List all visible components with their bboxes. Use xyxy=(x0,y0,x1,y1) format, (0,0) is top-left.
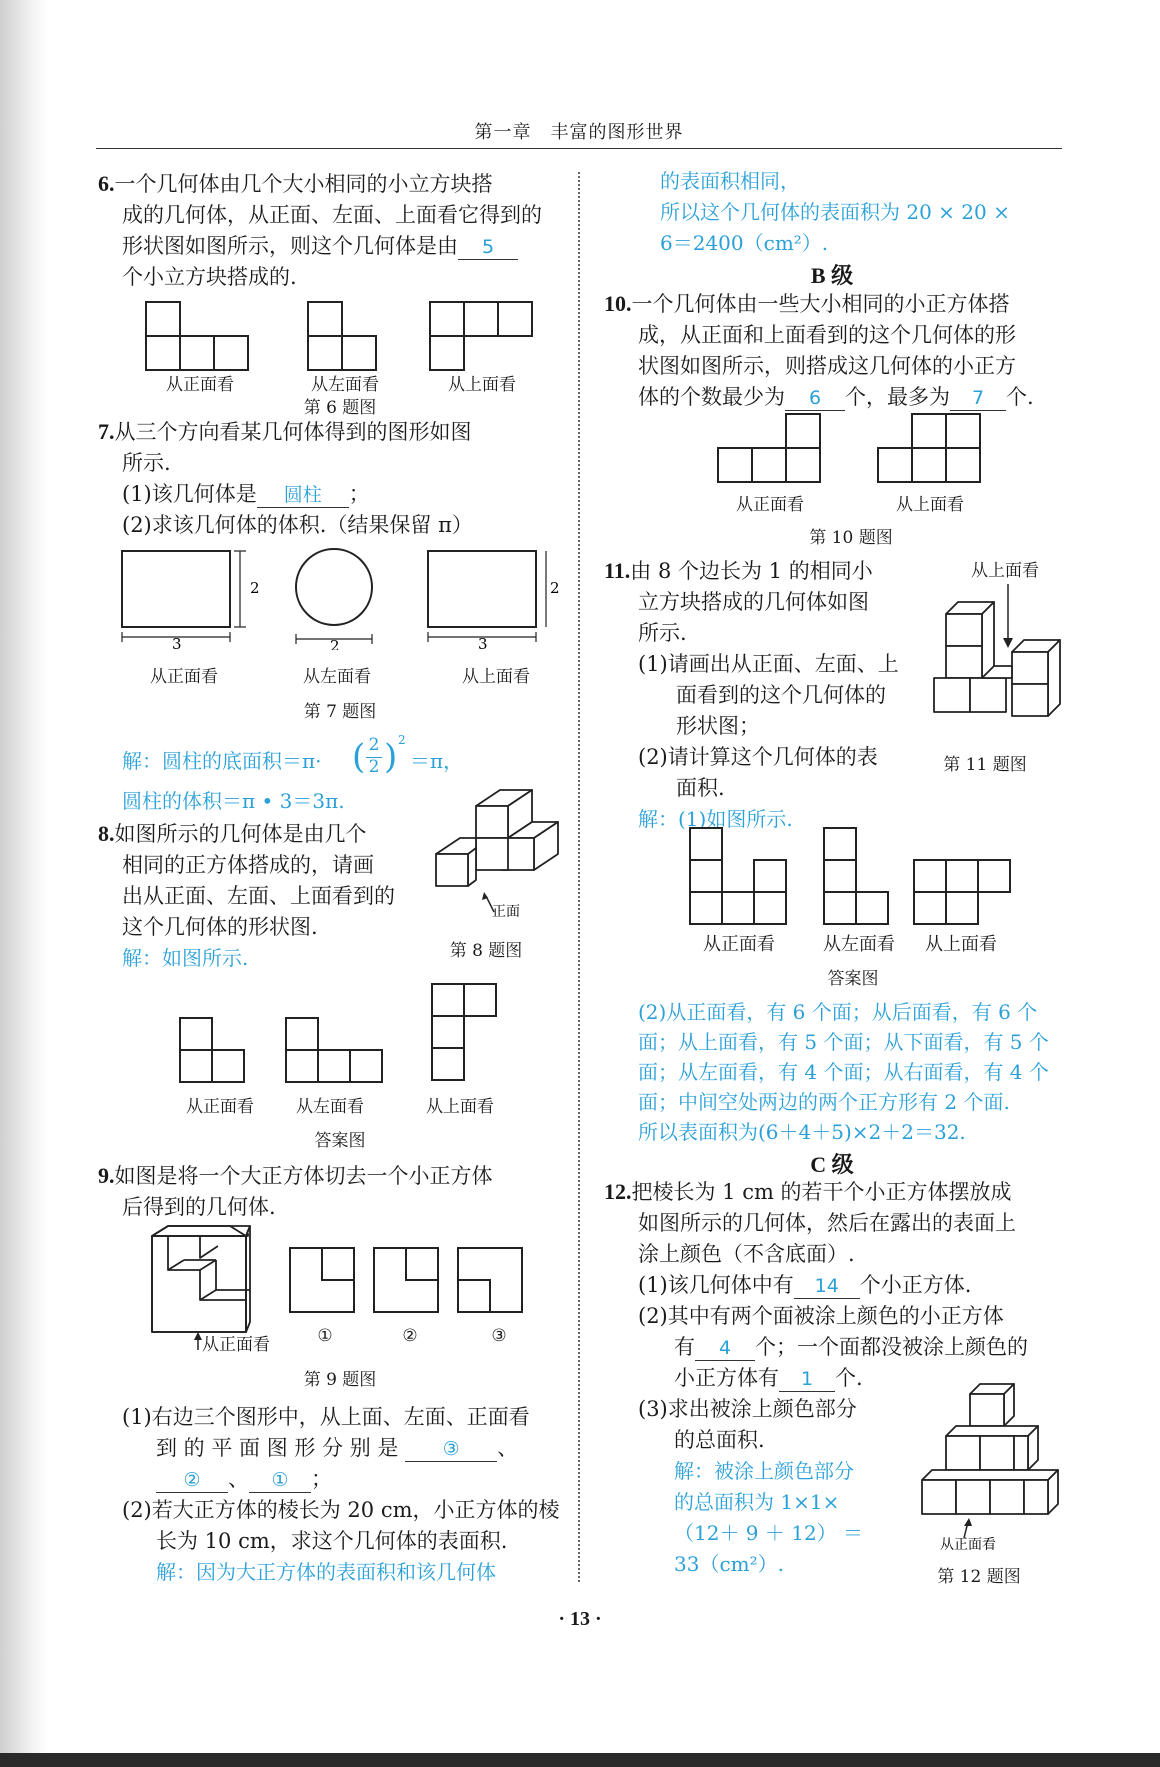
bottom-bar xyxy=(0,1753,1160,1767)
q12-part1: (1)该几何体中有 xyxy=(638,1273,794,1297)
q7-dim-height-top: 2 xyxy=(550,579,560,597)
q12-sol-3: （12＋ 9 ＋ 12） ＝ xyxy=(674,1521,864,1545)
q7-view-left: 从左面看 xyxy=(303,667,371,687)
page-edge-shadow xyxy=(0,0,48,1767)
q11-solution-2 xyxy=(638,997,1049,1147)
q9-caption: 第 9 题图 xyxy=(303,1370,377,1390)
q11-part1-a: (1)请画出从正面、左面、上 xyxy=(638,652,899,676)
q12-text-1: 把棱长为 1 cm 的若干个小正方体摆放成 xyxy=(631,1180,1012,1204)
q7-caption: 第 7 题图 xyxy=(303,702,377,722)
q9-solution-continued xyxy=(660,166,1010,259)
q11-answer-view-left: 从左面看 xyxy=(823,934,895,955)
q9-parts xyxy=(122,1402,560,1588)
q12-text-2: 如图所示的几何体，然后在露出的表面上 xyxy=(638,1211,1016,1235)
q8-solution: 解：如图所示. xyxy=(122,946,249,970)
q10-answer-max: 7 xyxy=(950,386,1006,411)
q7-dim-width-front: 3 xyxy=(172,635,182,650)
q12-part2-a: (2)其中有两个面被涂上颜色的小正方体 xyxy=(638,1304,1004,1328)
q7-sol-result: ＝π， xyxy=(410,749,464,773)
q8-text-4: 这个几何体的形状图. xyxy=(122,915,318,939)
q12-sol-2: 的总面积为 1×1× xyxy=(674,1490,840,1514)
q6-text-2: 成的几何体，从正面、左面、上面看它得到的 xyxy=(122,203,542,227)
q10-caption: 第 10 题图 xyxy=(809,528,893,548)
q12-part2-b: 有 xyxy=(674,1335,695,1359)
q6-caption: 第 6 题图 xyxy=(303,398,377,418)
q10-figure xyxy=(714,410,994,486)
q7-text-2: 所示. xyxy=(122,451,171,475)
q10-text-3: 状图如图所示，则搭成这几何体的小正方 xyxy=(638,354,1016,378)
q7-dim-width-top: 3 xyxy=(478,635,488,650)
q12-text-3: 涂上颜色（不含底面）. xyxy=(638,1242,855,1266)
q11-caption: 第 11 题图 xyxy=(943,755,1027,775)
q11-text-1: 由 8 个边长为 1 的相同小 xyxy=(630,559,873,583)
question-7 xyxy=(98,416,473,541)
question-10 xyxy=(604,288,1034,413)
q11-sol-line-5: 所以表面积为(6＋4＋5)×2＋2＝32. xyxy=(638,1120,966,1144)
q9-answer-3: ① xyxy=(249,1468,311,1493)
q7-dim-diameter: 2 xyxy=(330,637,340,650)
q12-caption: 第 12 题图 xyxy=(937,1567,1021,1587)
q7-paren-close: ) xyxy=(384,737,398,777)
q11-sol-line-3: 面；从左面看，有 4 个面；从右面看，有 4 个 xyxy=(638,1060,1049,1084)
q10-view-top: 从上面看 xyxy=(896,495,964,515)
q9-sol-cont-1: 的表面积相同， xyxy=(660,169,800,193)
q11-answer-figure xyxy=(686,824,1016,928)
q9-solution-start: 解：因为大正方体的表面积和该几何体 xyxy=(156,1560,496,1584)
level-b-heading: B 级 xyxy=(810,263,854,288)
q11-sol-line-1: (2)从正面看，有 6 个面；从后面看，有 6 个 xyxy=(638,1000,1038,1024)
q9-part1-line2: 到 的 平 面 图 形 分 别 是 xyxy=(156,1436,399,1460)
q12-part2-c: 个；一个面都没被涂上颜色的 xyxy=(755,1335,1028,1359)
q12-figure xyxy=(918,1380,1062,1550)
q9-mark-2: ② xyxy=(402,1326,418,1346)
q7-text-4: (2)求该几何体的体积.（结果保留 π） xyxy=(122,513,473,537)
q11-part2-a: (2)请计算这个几何体的表 xyxy=(638,745,878,769)
q7-answer: 圆柱 xyxy=(257,483,349,508)
q11-part2-b: 面积. xyxy=(676,776,725,800)
q7-solution-line-2: 圆柱的体积＝π • 3＝3π. xyxy=(122,789,345,813)
q7-view-front: 从正面看 xyxy=(150,667,218,687)
q7-text-3: (1)该几何体是 xyxy=(122,482,257,506)
q8-text-1: 如图所示的几何体是由几个 xyxy=(114,822,367,846)
q11-answer-view-front: 从正面看 xyxy=(703,934,775,955)
q7-frac-den: 2 xyxy=(368,757,380,777)
q11-text-2: 立方块搭成的几何体如图 xyxy=(638,590,869,614)
q9-answer-2: ② xyxy=(156,1468,228,1493)
q12-part2-e: 个. xyxy=(835,1366,863,1390)
q11-number: 11. xyxy=(604,558,631,583)
q12-answer-1: 14 xyxy=(794,1274,860,1299)
q7-view-top: 从上面看 xyxy=(462,667,530,687)
q6-view-left: 从左面看 xyxy=(311,375,379,395)
q9-text-2: 后得到的几何体. xyxy=(122,1195,276,1219)
q6-view-front: 从正面看 xyxy=(166,375,234,395)
q8-answer-view-left: 从左面看 xyxy=(296,1097,364,1117)
q7-frac-num: 2 xyxy=(368,735,380,755)
question-6 xyxy=(98,168,542,293)
q7-paren-open: ( xyxy=(352,737,366,777)
q9-sol-cont-2: 所以这个几何体的表面积为 20 × 20 × xyxy=(660,200,1010,224)
q11-answer-caption: 答案图 xyxy=(827,969,879,989)
q8-caption: 第 8 题图 xyxy=(449,941,523,961)
q6-answer: 5 xyxy=(458,235,518,260)
question-9 xyxy=(98,1160,493,1223)
q8-answer-figure xyxy=(176,978,506,1086)
q8-text-2: 相同的正方体搭成的，请画 xyxy=(122,853,374,877)
q9-mark-1: ① xyxy=(317,1326,333,1346)
q10-text-2: 成，从正面和上面看到的这个几何体的形 xyxy=(638,323,1016,347)
q9-part2-line2: 长为 10 cm，求这个几何体的表面积. xyxy=(156,1529,508,1553)
q9-sep-2: 、 xyxy=(228,1467,249,1491)
q9-sol-cont-3: 6＝2400（cm²）. xyxy=(660,231,829,255)
q9-mark-3: ③ xyxy=(491,1326,507,1346)
q12-sol-4: 33（cm²）. xyxy=(674,1552,784,1576)
q8-answer-view-front: 从正面看 xyxy=(186,1097,254,1117)
q10-number: 10. xyxy=(604,291,632,316)
q6-text-1: 一个几何体由几个大小相同的小立方块搭 xyxy=(114,172,493,196)
q11-top-label: 从上面看 xyxy=(971,561,1039,581)
header-rule xyxy=(96,148,1062,149)
page-number: · 13 · xyxy=(558,1608,602,1630)
chapter-header: 第一章 丰富的图形世界 xyxy=(474,122,684,143)
q9-end: ； xyxy=(311,1467,332,1491)
q12-answer-2: 4 xyxy=(695,1336,755,1361)
question-8 xyxy=(98,818,395,974)
q12-part3-a: (3)求出被涂上颜色部分 xyxy=(638,1397,857,1421)
q12-sol-1: 解：被涂上颜色部分 xyxy=(674,1459,854,1483)
q10-answer-min: 6 xyxy=(785,386,845,411)
q7-figure xyxy=(110,545,560,650)
q11-answer-view-top: 从上面看 xyxy=(925,934,997,955)
q7-exponent: 2 xyxy=(398,733,406,747)
q8-answer-caption: 答案图 xyxy=(314,1131,366,1151)
q12-part1-end: 个小正方体. xyxy=(859,1273,972,1297)
q12-answer-3: 1 xyxy=(779,1367,835,1392)
q12-part2-d: 小正方体有 xyxy=(674,1366,779,1390)
q6-number: 6. xyxy=(98,171,115,196)
q8-text-3: 出从正面、左面、上面看到的 xyxy=(122,884,395,908)
q8-answer-view-top: 从上面看 xyxy=(426,1097,494,1117)
q9-part2-line1: (2)若大正方体的棱长为 20 cm，小正方体的棱 xyxy=(122,1498,560,1522)
q9-front-label: 从正面看 xyxy=(202,1335,270,1355)
q10-view-front: 从正面看 xyxy=(736,495,804,515)
q10-text-6: 个. xyxy=(1006,385,1034,409)
q9-number: 9. xyxy=(98,1163,115,1188)
q11-solution-1: 解：(1)如图所示. xyxy=(638,807,793,831)
q11-text-3: 所示. xyxy=(638,621,687,645)
q9-text-1: 如图是将一个大正方体切去一个小正方体 xyxy=(114,1164,493,1188)
q12-number: 12. xyxy=(604,1179,632,1204)
q11-part1-c: 形状图； xyxy=(676,714,760,738)
q7-semicolon: ； xyxy=(348,482,370,506)
q7-text-1: 从三个方向看某几何体得到的图形如图 xyxy=(114,420,472,444)
q9-sep-1: 、 xyxy=(497,1436,519,1460)
q11-part1-b: 面看到的这个几何体的 xyxy=(676,683,886,707)
q12-part3-b: 的总面积. xyxy=(674,1428,765,1452)
q7-sol-text: 解：圆柱的底面积＝π· xyxy=(122,749,322,773)
q11-sol-line-4: 面；中间空处两边的两个正方形有 2 个面. xyxy=(638,1090,1010,1114)
q7-dim-height-front: 2 xyxy=(250,579,260,597)
level-c-heading: C 级 xyxy=(810,1152,854,1177)
q6-view-top: 从上面看 xyxy=(448,375,516,395)
q8-figure xyxy=(430,784,560,924)
q8-front-label: 正面 xyxy=(492,904,520,920)
q10-text-5: 个，最多为 xyxy=(845,385,950,409)
q12-front-label: 从正面看 xyxy=(940,1537,996,1550)
q9-answer-1: ③ xyxy=(405,1437,497,1462)
question-11 xyxy=(604,555,899,835)
q6-text-4: 个小立方块搭成的. xyxy=(122,265,297,289)
column-divider xyxy=(578,172,580,1582)
q9-part1-line1: (1)右边三个图形中，从上面、左面、正面看 xyxy=(122,1405,530,1429)
q10-text-4: 体的个数最少为 xyxy=(638,385,785,409)
q8-number: 8. xyxy=(98,821,115,846)
q11-figure xyxy=(930,578,1062,736)
q11-sol-line-2: 面；从上面看，有 5 个面；从下面看，有 5 个 xyxy=(638,1030,1049,1054)
q7-number: 7. xyxy=(98,419,115,444)
q6-text-3: 形状图如图所示，则这个几何体是由 xyxy=(122,234,458,258)
q10-text-1: 一个几何体由一些大小相同的小正方体搭 xyxy=(631,292,1010,316)
